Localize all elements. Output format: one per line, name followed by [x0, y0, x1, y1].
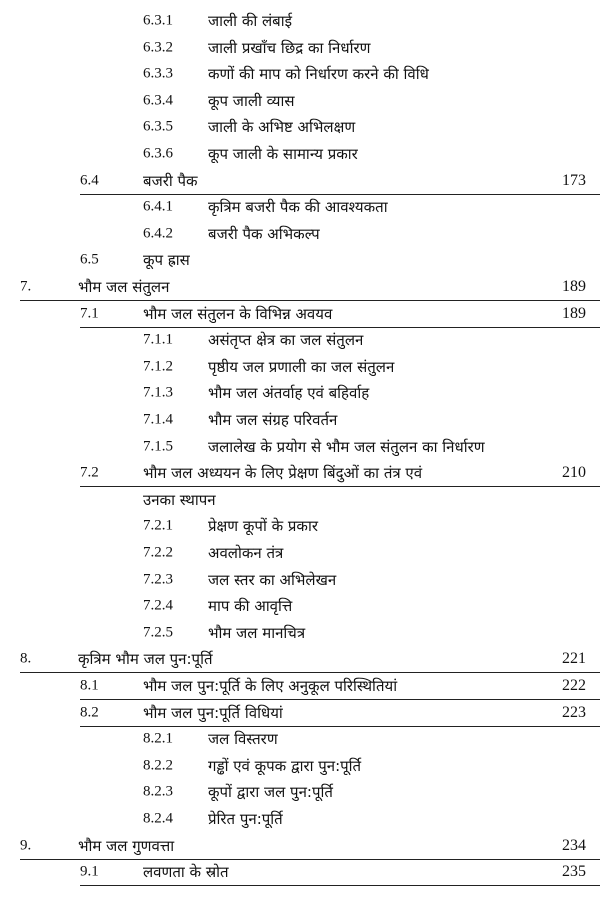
toc-entry-title: कृत्रिम बजरी पैक की आवश्यकता [208, 198, 388, 217]
toc-entry-number: 8.2.4 [143, 810, 173, 827]
toc-entry-number: 7.1 [80, 305, 99, 322]
toc-entry-number: 9.1 [80, 863, 99, 880]
toc-entry-title: प्रेरित पुन:पूर्ति [208, 810, 283, 828]
toc-entry-title: भौम जल पुन:पूर्ति विधियां [143, 703, 283, 722]
toc-entry-number: 7.2.2 [143, 544, 173, 561]
toc-entry-number: 8.2.1 [143, 730, 173, 747]
toc-entry-number: 8.1 [80, 677, 99, 694]
toc-entry-title: पृष्ठीय जल प्रणाली का जल संतुलन [208, 357, 395, 376]
toc-entry-title: लवणता के स्रोत [143, 863, 229, 882]
toc-entry-title: भौम जल संतुलन [78, 278, 170, 296]
toc-entry [0, 378, 600, 408]
toc-entry [0, 857, 600, 887]
toc-entry-page-number: 234 [562, 836, 586, 854]
toc-entry [0, 804, 600, 834]
toc-entry [0, 245, 600, 275]
toc-entry-page-number: 221 [562, 650, 586, 668]
toc-entry-title: भौम जल गुणवत्ता [78, 836, 175, 855]
toc-entry-title: भौम जल मानचित्र [208, 623, 306, 642]
toc-entry-title: कूप जाली व्यास [208, 91, 295, 110]
toc-entry-title: जाली के अभिष्ट अभिलक्षण [208, 118, 356, 137]
toc-entry-number: 8.2.3 [143, 783, 173, 800]
toc-entry-title: कूपों द्वारा जल पुन:पूर्ति [208, 783, 333, 802]
toc-entry-number: 7.1.3 [143, 384, 173, 401]
toc-entry [0, 59, 600, 89]
toc-entry-number: 7.1.4 [143, 411, 173, 428]
toc-entry [0, 112, 600, 142]
toc-entry [0, 458, 600, 488]
toc-entry [0, 86, 600, 116]
toc-entry-title: भौम जल संग्रह परिवर्तन [208, 411, 338, 429]
toc-entry-number: 6.3.6 [143, 145, 173, 162]
toc-entry-title: जलालेख के प्रयोग से भौम जल संतुलन का निर्धारण [208, 437, 485, 456]
toc-entry [0, 751, 600, 781]
toc-entry-title: माप की आवृत्ति [208, 597, 293, 616]
toc-entry-title: कूप जाली के सामान्य प्रकार [208, 145, 358, 163]
toc-entry-title: बजरी पैक अभिकल्प [208, 224, 320, 243]
toc-entry-number: 8.2 [80, 704, 99, 721]
toc-entry [0, 405, 600, 435]
toc-entry [0, 671, 600, 701]
toc-entry-number: 6.3.3 [143, 65, 173, 82]
toc-entry-number: 6.4.2 [143, 225, 173, 242]
toc-entry-number: 6.3.2 [143, 39, 173, 56]
toc-entry-title: कृत्रिम भौम जल पुन:पूर्ति [78, 650, 213, 669]
toc-entry-title: कणों की माप को निर्धारण करने की विधि [208, 65, 429, 84]
toc-entry-title: कूप ह्रास [143, 251, 190, 270]
toc-entry [0, 192, 600, 222]
toc-entry-page-number: 223 [562, 703, 586, 721]
toc-entry-number: 7.2.1 [143, 517, 173, 534]
toc-entry-page-number: 235 [562, 863, 586, 881]
toc-entry-divider [80, 885, 600, 886]
toc-entry [0, 565, 600, 595]
toc-entry [0, 352, 600, 382]
toc-entry-title: भौम जल अध्ययन के लिए प्रेक्षण बिंदुओं का तंत्र एवं [143, 464, 423, 483]
toc-entry-number: 6.3.1 [143, 12, 173, 29]
toc-entry-title: प्रेक्षण कूपों के प्रकार [208, 517, 318, 536]
toc-entry-title: अवलोकन तंत्र [208, 544, 284, 562]
toc-entry-number: 7. [20, 278, 32, 295]
toc-entry-title: उनका स्थापन [143, 490, 216, 509]
toc-entry [0, 724, 600, 754]
toc-entry [0, 166, 600, 196]
toc-entry-title: जल स्तर का अभिलेखन [208, 570, 337, 589]
toc-entry [0, 698, 600, 728]
toc-entry [0, 6, 600, 36]
toc-entry [0, 777, 600, 807]
toc-entry-number: 7.1.5 [143, 438, 173, 455]
toc-entry-number: 7.2 [80, 464, 99, 481]
toc-entry [0, 432, 600, 462]
toc-entry [0, 618, 600, 648]
toc-entry [0, 219, 600, 249]
toc-entry-page-number: 189 [562, 304, 586, 322]
toc-entry [0, 325, 600, 355]
toc-entry-number: 9. [20, 837, 32, 854]
toc-entry-number: 6.3.4 [143, 92, 173, 109]
toc-entry [0, 831, 600, 861]
toc-entry-title: जल विस्तरण [208, 730, 278, 749]
toc-entry-page-number: 189 [562, 278, 586, 295]
toc-entry [0, 511, 600, 541]
toc-entry-title: भौम जल संतुलन के विभिन्न अवयव [143, 304, 333, 323]
toc-entry [0, 299, 600, 329]
toc-entry-number: 7.2.4 [143, 597, 173, 614]
toc-entry [0, 538, 600, 568]
toc-entry-title: असंतृप्त क्षेत्र का जल संतुलन [208, 331, 364, 350]
toc-entry [0, 644, 600, 674]
toc-entry-number: 6.5 [80, 251, 99, 268]
toc-entry-number: 6.4.1 [143, 198, 173, 215]
toc-entry-number: 8. [20, 650, 32, 667]
toc-entry [0, 591, 600, 621]
toc-entry [0, 272, 600, 302]
toc-entry [0, 485, 600, 515]
toc-entry-number: 7.2.5 [143, 624, 173, 641]
toc-entry-number: 7.1.2 [143, 358, 173, 375]
toc-entry-number: 6.4 [80, 172, 99, 189]
toc-entry-title: भौम जल पुन:पूर्ति के लिए अनुकूल परिस्थितियां [143, 677, 398, 695]
toc-entry [0, 139, 600, 169]
toc-entry-number: 8.2.2 [143, 757, 173, 774]
toc-entry-title: बजरी पैक [143, 171, 198, 190]
toc-entry-page-number: 222 [562, 677, 586, 694]
toc-entry [0, 33, 600, 63]
toc-entry-title: गड्ढों एवं कूपक द्वारा पुन:पूर्ति [208, 756, 362, 775]
toc-entry-title: जाली प्रखाँच छिद्र का निर्धारण [208, 38, 371, 57]
toc-entry-page-number: 173 [562, 171, 586, 189]
toc-entry-number: 7.1.1 [143, 331, 173, 348]
toc-entry-page-number: 210 [562, 464, 586, 482]
toc-entry-number: 6.3.5 [143, 118, 173, 135]
toc-entry-title: भौम जल अंतर्वाह एवं बहिर्वाह [208, 384, 370, 403]
toc-entry-title: जाली की लंबाई [208, 12, 292, 30]
toc-entry-number: 7.2.3 [143, 571, 173, 588]
